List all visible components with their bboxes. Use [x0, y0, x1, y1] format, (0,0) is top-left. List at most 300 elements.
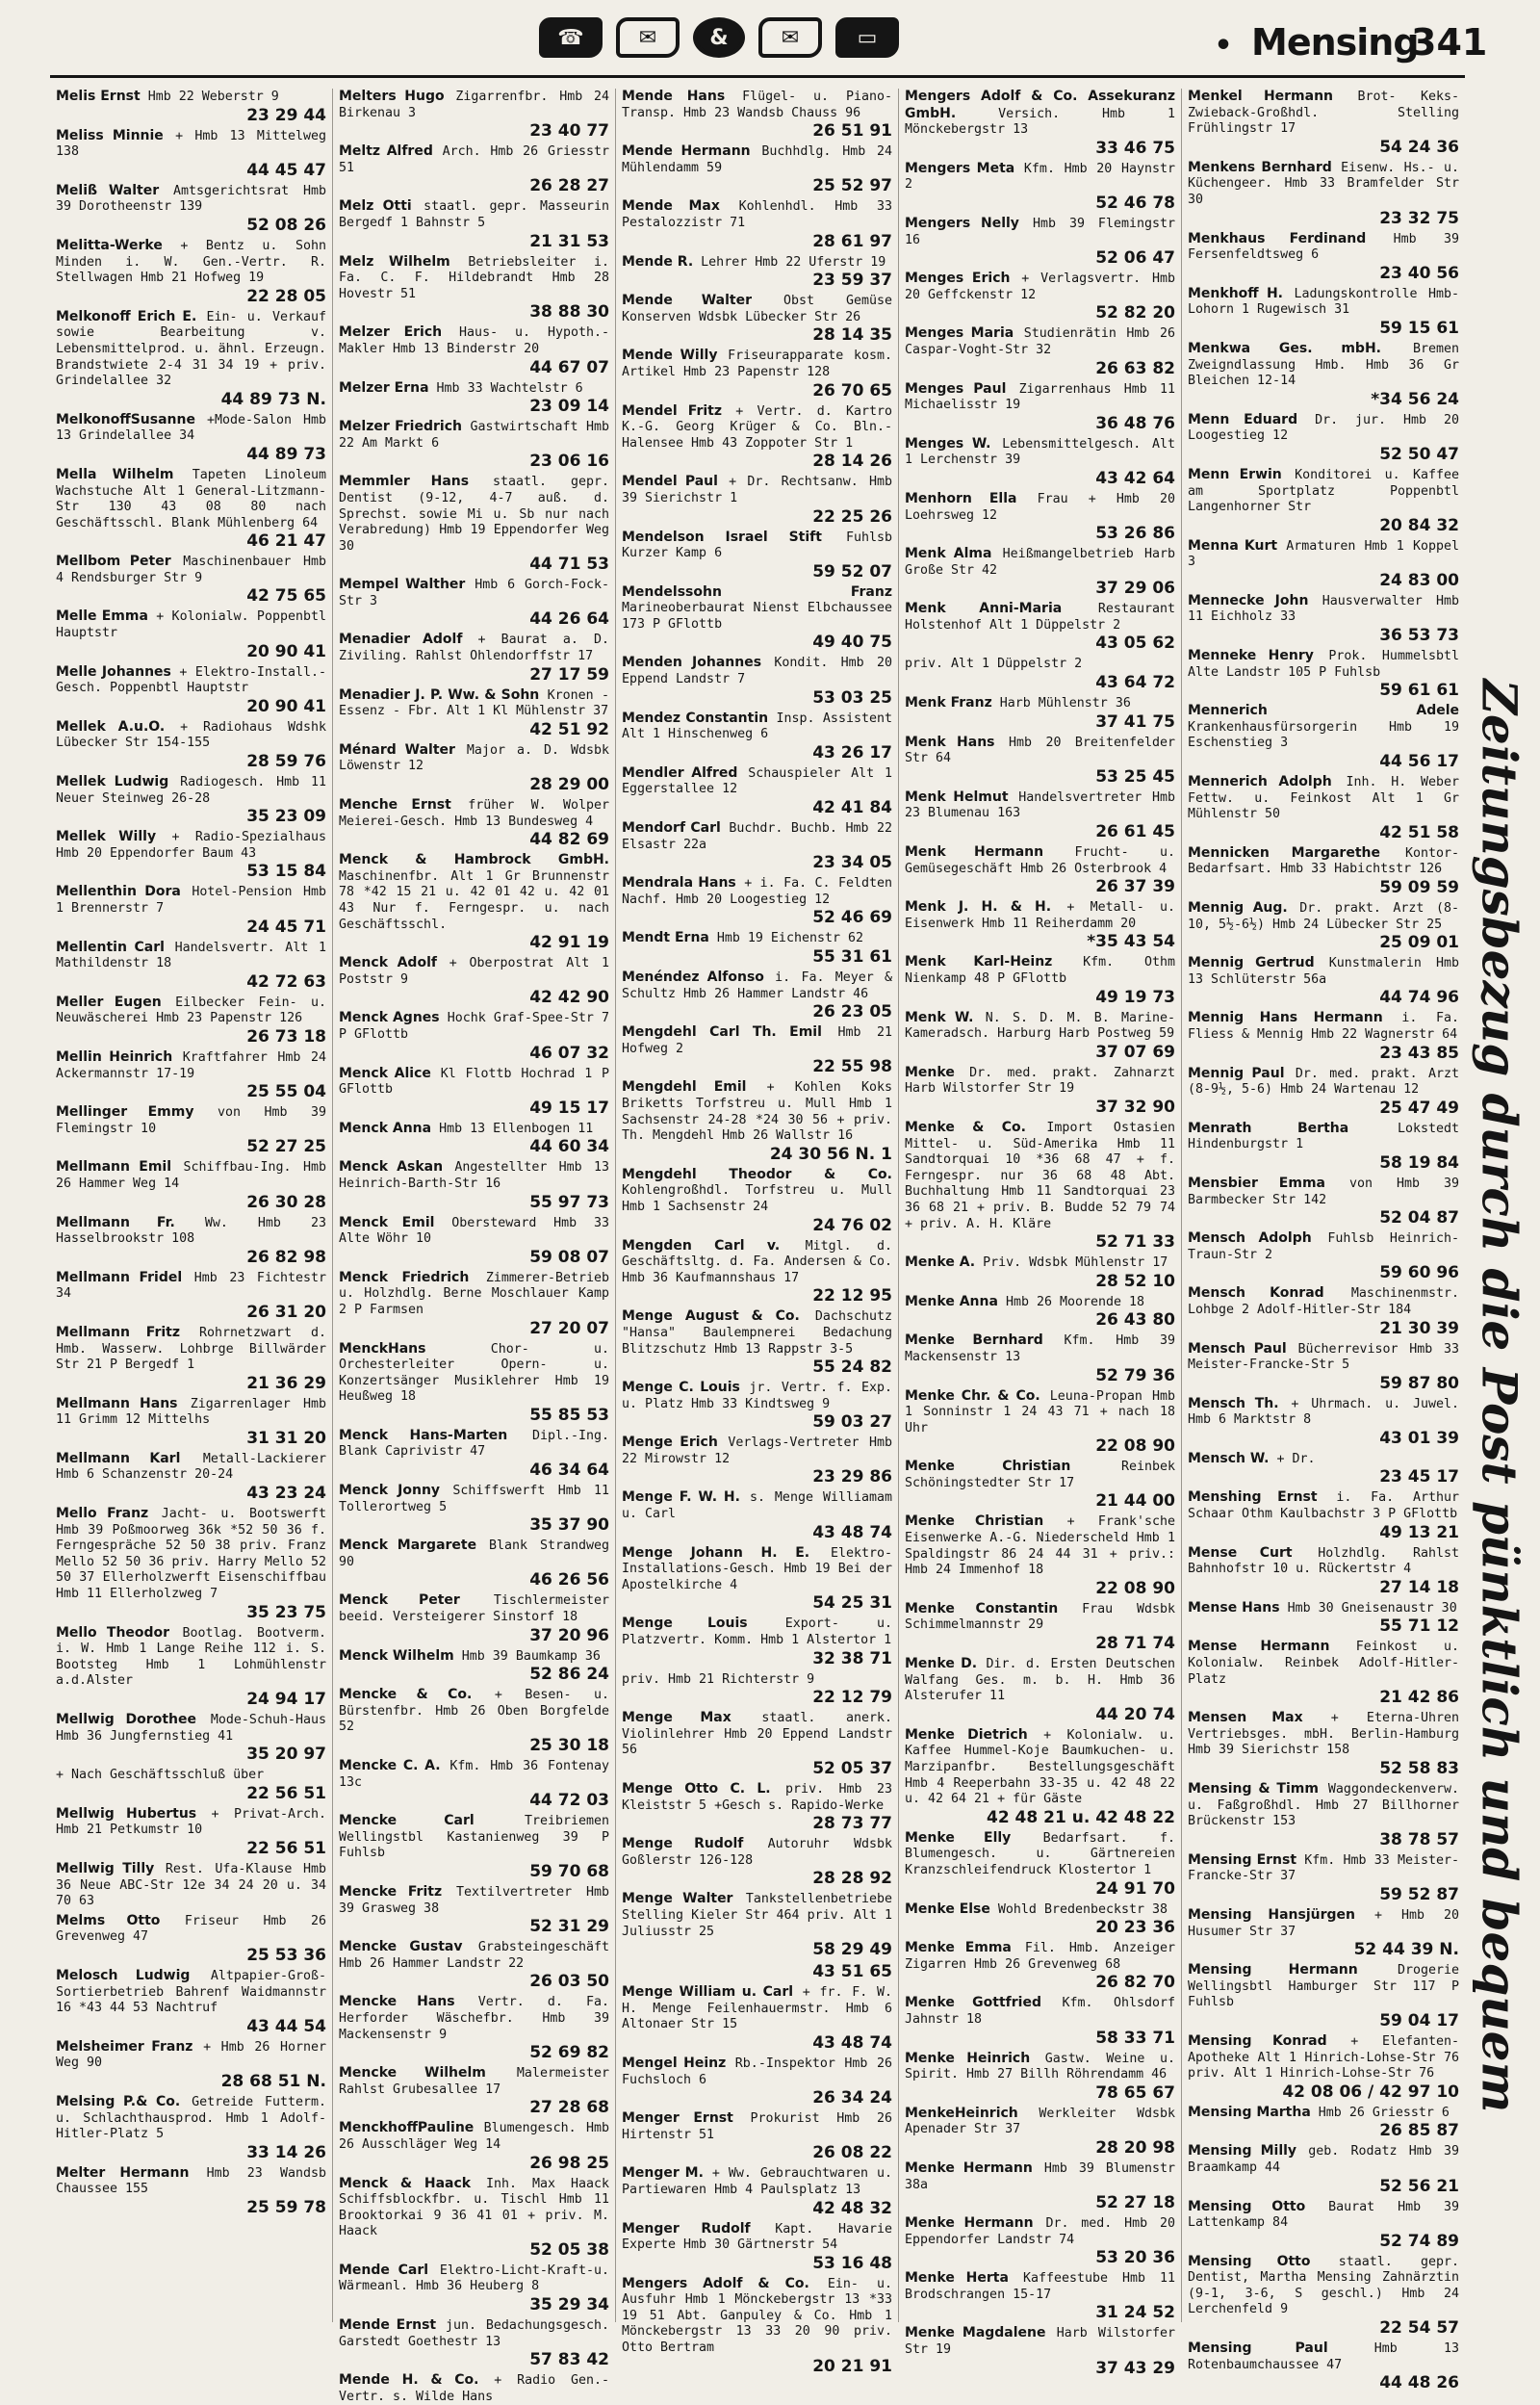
directory-column-4 [899, 89, 1182, 2378]
directory-entry [622, 711, 892, 763]
entry-name: Mengdehl Emil [622, 1079, 747, 1096]
entry-details: Kondit. Hmb 20 Eppend Landstr 7 [622, 656, 892, 687]
entry-phone: 20 90 41 [246, 641, 326, 661]
entry-phone: 42 91 19 [529, 933, 609, 953]
entry-details: Ein- u. Verkauf sowie Bearbeitung v. Lebensmittelprod. u. ähnl. Erzeugn. Brandstwiete 2-4 31 34 19 + priv. Grindelallee 32 [56, 309, 326, 389]
entry-phone: 26 98 25 [529, 2153, 609, 2173]
directory-entry [339, 1215, 609, 1267]
entry-details: Hmb 13 Ellenbogen 11 [439, 1121, 594, 1136]
entry-name: Mengel Heinz [622, 2055, 727, 2071]
entry-name: Menke Emma [905, 1940, 1012, 1956]
directory-entry [905, 1513, 1175, 1597]
directory-entry [905, 2215, 1175, 2267]
directory-entry [56, 467, 326, 551]
entry-phone: 52 86 24 [529, 1665, 609, 1685]
entry-name: Mensch Th. [1188, 1395, 1279, 1411]
entry-phone: 59 52 07 [812, 561, 892, 582]
entry-details: N. S. D. M. B. Marine-Kameradsch. Harburg Harb Postweg 59 [905, 1010, 1175, 1042]
entry-phone: 59 15 61 [1379, 318, 1459, 338]
directory-entry [1188, 1489, 1459, 1541]
entry-phone: 52 56 21 [1379, 2176, 1459, 2196]
entry-name: Memmler Hans [339, 474, 470, 490]
entry-phone: 44 72 03 [529, 1791, 609, 1811]
directory-entry [622, 1489, 892, 1541]
entry-phone: 26 61 45 [1095, 822, 1175, 842]
entry-name: Mensch W. [1188, 1450, 1270, 1466]
entry-phone: 57 83 42 [529, 2350, 609, 2370]
entry-phone: 24 94 17 [246, 1690, 326, 1709]
entry-phone: 26 31 20 [246, 1302, 326, 1322]
directory-entry [1188, 1962, 1459, 2030]
directory-entry [56, 1396, 326, 1448]
entry-name: Mendt Erna [622, 930, 709, 946]
directory-entry [1188, 1285, 1459, 1337]
entry-name: Menge William u. Carl [622, 1984, 794, 2001]
entry-phone: 44 26 64 [529, 609, 609, 630]
directory-entry [56, 2165, 326, 2217]
directory-entry [339, 1758, 609, 1810]
entry-phone: 55 71 12 [1379, 1616, 1459, 1637]
entry-phone: 49 13 21 [1379, 1522, 1459, 1542]
directory-entry [622, 2110, 892, 2162]
entry-details: Schiffswerft Hmb 11 Tollerortweg 5 [339, 1484, 610, 1514]
entry-name: Mencke Hans [339, 1994, 455, 2010]
directory-entry [339, 1687, 609, 1755]
entry-phone: 33 14 26 [246, 2142, 326, 2162]
entry-name: Menk W. [905, 1009, 974, 1025]
entry-name: Mello Franz [56, 1506, 149, 1522]
directory-entry [905, 1332, 1175, 1384]
entry-name: Mencke Carl [339, 1813, 475, 1829]
entry-phone: 26 82 70 [1095, 1973, 1175, 1993]
entry-name: Menges Erich [905, 271, 1011, 287]
entry-name: Mellwig Dorothee [56, 1712, 196, 1727]
entry-phone: 42 48 32 [812, 2198, 892, 2218]
entry-phone: 25 47 49 [1379, 1098, 1459, 1118]
entry-phone: 46 34 64 [529, 1461, 609, 1481]
entry-details: Hmb 39 Blumenstr 38a [905, 2160, 1175, 2192]
directory-entry [339, 324, 609, 376]
side-advertisement [1471, 578, 1528, 2214]
entry-details: Verlags-Vertreter Hmb 22 Mirowstr 12 [622, 1435, 892, 1466]
entry-details: Dir. d. Ersten Deutschen Walfang Ges. m. b. H. Hmb 36 Alsterufer 11 [905, 1657, 1175, 1704]
entry-details: + Radiohaus Wdshk Lübecker Str 154-155 [56, 719, 326, 751]
entry-phone: 52 08 26 [246, 215, 326, 235]
entry-details: Elektro-Installations-Gesch. Hmb 19 Bei der Apostelkirche 4 [622, 1545, 892, 1592]
directory-entry [1188, 1066, 1459, 1118]
entry-name: Mendorf Carl [622, 820, 721, 837]
directory-entry [1188, 703, 1459, 771]
entry-details: Kfm. Hmb 33 Meister-Francke-Str 37 [1188, 1852, 1459, 1884]
entry-phone: 44 71 53 [529, 555, 609, 575]
directory-entry [56, 884, 326, 936]
entry-details: Baurat Hmb 39 Lattenkamp 84 [1188, 2199, 1459, 2231]
entry-details: früher W. Wolper Meierei-Gesch. Hmb 13 Bundesweg 4 [339, 798, 609, 829]
entry-name: Mellmann Fr. [56, 1214, 175, 1230]
entry-details: + Dr. Rechtsanw. Hmb 39 Sierichstr 1 [622, 475, 892, 505]
entry-phone: 58 29 49 [812, 1940, 892, 1960]
directory-entry [622, 89, 892, 141]
entry-phone: 26 23 05 [812, 1002, 892, 1022]
directory-entry [905, 546, 1175, 598]
entry-phone: 37 41 75 [1095, 711, 1175, 732]
directory-entry [905, 1294, 1175, 1331]
entry-name: Menke Constantin [905, 1600, 1059, 1616]
entry-details: Ww. Hmb 23 Hasselbrookstr 108 [56, 1215, 326, 1247]
entry-phone: 22 12 79 [812, 1688, 892, 1708]
directory-entry [1188, 231, 1459, 283]
entry-name: Menk Franz [905, 695, 992, 711]
entry-details: Amtsgerichtsrat Hmb 39 Dorotheenstr 139 [56, 183, 326, 215]
directory-entry [56, 829, 326, 881]
entry-phone: 59 61 61 [1379, 681, 1459, 701]
directory-entry [1188, 1710, 1459, 1778]
entry-phone: 52 46 69 [812, 908, 892, 928]
entry-details: Rb.-Inspektor Hmb 26 Fuchsloch 6 [622, 2056, 892, 2087]
directory-entry [56, 1159, 326, 1211]
entry-details: Krankenhausfürsorgerin Hmb 19 Eschenstieg 3 [1188, 719, 1459, 751]
entry-details: Frau Wdsbk Schimmelmannstr 29 [905, 1601, 1175, 1633]
entry-name: Mende Willy [622, 348, 718, 364]
entry-name: Mende Walter [622, 293, 753, 309]
entry-phone: 26 37 39 [1095, 877, 1175, 897]
entry-details: Import Ostasien Mittel- u. Süd-Amerika Hmb 11 Sandtorquai 10 *36 68 47 + f. Ferngespr. nur 36 68 48 Abt. Buchhaltung Hmb 11 Sandtorquai 23 36 68 21 + priv. B. Budde 52 79 74 + priv. A. H. Kläre [905, 1120, 1175, 1231]
entry-name: Menges Maria [905, 325, 1014, 342]
entry-details: Hmb 26 Griesstr 6 [1318, 2105, 1450, 2120]
directory-entry [905, 2160, 1175, 2212]
entry-name: Mensing Milly [1188, 2143, 1297, 2159]
entry-phone: 52 58 83 [1379, 1759, 1459, 1778]
directory-entry [339, 1884, 609, 1936]
entry-name: Mendler Alfred [622, 764, 738, 781]
entry-name: Menke A. [905, 1254, 976, 1271]
entry-details: Frau + Hmb 20 Loehrsweg 12 [905, 491, 1175, 523]
directory-entry [622, 1710, 892, 1778]
entry-phone: 49 15 17 [529, 1098, 609, 1118]
directory-entry [1188, 412, 1459, 464]
entry-details: Flügel- u. Piano-Transp. Hmb 23 Wandsb Chauss 96 [622, 90, 893, 120]
entry-name: Mensing Ernst [1188, 1851, 1297, 1868]
entry-phone: 38 88 30 [529, 302, 609, 323]
directory-entry [339, 955, 609, 1007]
directory-entry [56, 309, 326, 409]
directory-entry [622, 2056, 892, 2108]
entry-phone: 28 61 97 [812, 231, 892, 251]
entry-name: Menck Emil [339, 1214, 435, 1230]
entry-details: Rest. Ufa-Klause Hmb 36 Neue ABC-Str 12e 34 24 20 u. 34 70 63 [56, 1861, 326, 1909]
entry-details: Friseurapparate kosm. Artikel Hmb 23 Papenstr 128 [622, 349, 892, 379]
entry-phone: 28 28 92 [812, 1869, 892, 1889]
entry-name: Menrath Bertha [1188, 1120, 1349, 1136]
directory-entry [56, 1767, 326, 1803]
entry-name: Menke Gottfried [905, 1995, 1041, 2011]
entry-name: Menge Louis [622, 1616, 748, 1632]
entry-name: Menshing Ernst [1188, 1489, 1318, 1506]
entry-phone: 27 17 59 [529, 664, 609, 685]
directory-entry [622, 143, 892, 195]
entry-details: Mode-Schuh-Haus Hmb 36 Jungfernstieg 41 [56, 1713, 326, 1744]
entry-name: Mende Ernst [339, 2317, 437, 2334]
entry-phone: 59 03 27 [812, 1412, 892, 1433]
entry-phone: 43 42 64 [1095, 468, 1175, 488]
entry-name: Mengers Nelly [905, 215, 1019, 231]
entry-phone: 31 24 52 [1095, 2303, 1175, 2323]
directory-entry [1188, 2199, 1459, 2251]
directory-entry [339, 1813, 609, 1881]
entry-name: Mensing Hermann [1188, 1962, 1358, 1978]
directory-entry [56, 412, 326, 464]
directory-entry [622, 198, 892, 250]
entry-details: Hmb 21 Hofweg 2 [622, 1025, 892, 1056]
directory-entry [905, 1459, 1175, 1511]
directory-entry [56, 1913, 326, 1965]
entry-name: Mengers Adolf & Co. [622, 2275, 809, 2291]
directory-entry [905, 1254, 1175, 1291]
entry-phone: 44 82 69 [529, 830, 609, 850]
entry-phone: 26 03 50 [529, 1972, 609, 1992]
entry-phone: 28 73 77 [812, 1814, 892, 1834]
entry-details: Hmb 20 Breitenfelder Str 64 [905, 735, 1175, 766]
entry-name: Menke Christian [905, 1513, 1044, 1530]
entry-details: Textilvertreter Hmb 39 Grasweg 38 [339, 1884, 609, 1916]
entry-phone: 53 26 86 [1095, 524, 1175, 544]
entry-phone: 42 51 92 [529, 719, 609, 739]
entry-details: + Privat-Arch. Hmb 21 Petkumstr 10 [56, 1806, 327, 1838]
entry-details: Hmb 30 Gneisenaustr 30 [1287, 1600, 1457, 1616]
directory-entry [56, 1104, 326, 1156]
entry-details: Autoruhr Wdsbk Goßlerstr 126-128 [622, 1837, 892, 1868]
entry-phone: 20 23 36 [1095, 1918, 1175, 1938]
directory-entry [905, 325, 1175, 377]
entry-name: Mennig Hans Hermann [1188, 1010, 1383, 1026]
directory-entry [56, 608, 326, 660]
entry-name: Mengdehl Theodor & Co. [622, 1166, 892, 1182]
entry-name: Mennig Aug. [1188, 900, 1288, 916]
entry-name: Menadier J. P. Ww. & Sohn [339, 686, 540, 703]
entry-phone: 44 20 74 [1095, 1704, 1175, 1724]
directory-column-3 [616, 89, 899, 2376]
entry-name: Menna Kurt [1188, 537, 1278, 554]
entry-phone: 52 31 29 [529, 1917, 609, 1937]
entry-details: + Bentz u. Sohn Minden i. W. Gen.-Vertr. R. Stellwagen Hmb 21 Hofweg 19 [56, 238, 326, 286]
entry-name: Mencke Wilhelm [339, 2065, 486, 2082]
entry-name: Menkhoff H. [1188, 285, 1283, 301]
entry-name: Melitta-Werke [56, 237, 163, 253]
directory-entry [56, 128, 326, 180]
entry-name: Mensing Paul [1188, 2340, 1328, 2357]
entry-phone: 42 41 84 [812, 798, 892, 818]
entry-phone: 59 08 07 [529, 1247, 609, 1267]
entry-details: Werkleiter Wdsbk Apenader Str 37 [905, 2106, 1175, 2137]
entry-name: Mennecke John [1188, 592, 1309, 608]
entry-phone: 55 24 82 [812, 1358, 892, 1378]
entry-name: Mendelson Israel Stift [622, 529, 822, 545]
package-icon: ▭ [835, 17, 899, 58]
entry-details: Hmb 39 Fersenfeldtsweg 6 [1188, 231, 1459, 263]
entry-details: + Kohlen Koks Briketts Torfstreu u. Mull Hmb 1 Sachsenstr 24-28 *24 30 56 + priv. Th. Mengdehl Hmb 26 Wallstr 16 [622, 1080, 892, 1144]
entry-name: Mempel Walther [339, 577, 466, 593]
directory-entry [1188, 467, 1459, 535]
directory-entry [339, 1939, 609, 1991]
entry-name: Menck & Haack [339, 2175, 472, 2191]
directory-entry [622, 970, 892, 1021]
directory-entry [622, 1079, 892, 1163]
entry-name: Mennig Paul [1188, 1065, 1285, 1081]
entry-name: Menk Hermann [905, 844, 1044, 861]
entry-name: Meller Eugen [56, 994, 162, 1010]
entry-name: Menke Heinrich [905, 2050, 1031, 2066]
entry-phone: 42 42 90 [529, 988, 609, 1008]
entry-details: Maschinenfbr. Alt 1 Gr Brunnenstr 78 *42 15 21 u. 42 01 42 u. 42 01 43 Nur f. Ferngespr. u. nach Geschäftsschl. [339, 868, 609, 932]
entry-name: Menge F. W. H. [622, 1489, 740, 1506]
directory-entry [1188, 1639, 1459, 1707]
entry-phone: 21 42 86 [1379, 1688, 1459, 1708]
directory-entry [1188, 2033, 1459, 2102]
entry-name: Menge Walter [622, 1891, 733, 1907]
entry-phone: 21 44 00 [1095, 1491, 1175, 1512]
entry-details: + Ww. Gebrauchtwaren u. Partiewaren Hmb 4 Paulsplatz 13 [622, 2166, 892, 2197]
entry-details: Bootlag. Bootverm. i. W. Hmb 1 Lange Reihe 112 i. S. Bootsteg Hmb 1 Lohmühlenstr a.d.Alster [56, 1625, 326, 1689]
entry-phone: 52 27 25 [246, 1137, 326, 1157]
directory-entry [622, 1545, 892, 1614]
entry-name: Mellek Willy [56, 829, 157, 845]
entry-name: Mende Hermann [622, 143, 751, 160]
entry-name: Menge Rudolf [622, 1836, 744, 1852]
entry-details: + Hmb 13 Mittelweg 138 [56, 128, 326, 160]
directory-entry [56, 1968, 326, 2036]
entry-phone: 52 79 36 [1095, 1365, 1175, 1385]
directory-entry [56, 238, 326, 306]
entry-name: MenckhoffPauline [339, 2120, 475, 2136]
entry-details: Hmb 23 Wandsb Chaussee 155 [56, 2165, 326, 2197]
entry-name: Mense Curt [1188, 1544, 1293, 1561]
entry-phone: 49 19 73 [1095, 987, 1175, 1007]
entry-details: Dipl.-Ing. Blank Caprivistr 47 [339, 1428, 609, 1460]
running-head-word: Mensing [1251, 21, 1419, 64]
entry-phone: 24 45 71 [246, 917, 326, 937]
directory-entry [339, 1428, 609, 1480]
entry-details: Studienrätin Hmb 26 Caspar-Voght-Str 32 [905, 326, 1175, 357]
entry-name: Mendel Paul [622, 474, 718, 490]
entry-details: Armaturen Hmb 1 Koppel 3 [1188, 538, 1460, 570]
entry-phone: 25 52 97 [812, 176, 892, 196]
directory-entry [1188, 89, 1459, 157]
entry-name: Menke Hermann [905, 2159, 1033, 2176]
entry-name: Meliss Minnie [56, 127, 164, 143]
directory-entry [1188, 286, 1459, 338]
directory-entry [905, 899, 1175, 951]
entry-details: Zimmerer-Betrieb u. Holzhdlg. Berne Moschlauer Kamp 2 P Farmsen [339, 1270, 609, 1317]
entry-phone: 43 05 62 [1095, 634, 1175, 654]
entry-name: Menge Max [622, 1710, 732, 1726]
entry-name: Menger Ernst [622, 2110, 733, 2127]
directory-entry [56, 183, 326, 235]
entry-details: + Vertr. d. Kartro K.-G. Georg Krüger & Co. Bln.-Halensee Hmb 43 Zoppoter Str 1 [622, 403, 892, 451]
entry-phone: 22 56 51 [246, 1838, 326, 1858]
directory-entry [56, 1215, 326, 1267]
directory-entry [905, 491, 1175, 543]
entry-phone: 24 30 56 N. 1 [769, 1144, 892, 1164]
directory-entry [905, 789, 1175, 841]
directory-entry [339, 1159, 609, 1211]
entry-phone: 26 28 27 [529, 176, 609, 196]
directory-entry [1188, 1781, 1459, 1849]
entry-details: Dachschutz "Hansa" Baulempnerei Bedachung Blitzschutz Hmb 13 Rappstr 3-5 [622, 1309, 892, 1357]
directory-entry [1188, 2340, 1459, 2392]
entry-name: Mensing & Timm [1188, 1781, 1319, 1797]
entry-details: Leuna-Propan Hmb 1 Sonninstr 1 24 43 71 + nach 18 Uhr [905, 1388, 1175, 1435]
directory-entry [1188, 1396, 1459, 1448]
directory-entry [622, 1024, 892, 1076]
entry-phone: 59 87 80 [1379, 1373, 1459, 1393]
entry-details: + Verlagsvertr. Hmb 20 Geffckenstr 12 [905, 272, 1175, 302]
entry-details: + Uhrmach. u. Juwel. Hmb 6 Marktstr 8 [1188, 1396, 1460, 1428]
directory-entry [622, 1308, 892, 1377]
entry-name: Mende R. [622, 253, 694, 270]
entry-phone: 28 20 98 [1095, 2137, 1175, 2158]
entry-phone: 28 68 51 N. [220, 2071, 326, 2091]
entry-details: staatl. gepr. Dentist, Martha Mensing Zahnärztin (9-1, 3-6, S geschl.) Hmb 24 Lerchenfeld 9 [1188, 2254, 1459, 2317]
entry-phone: 54 25 31 [812, 1593, 892, 1614]
entry-phone: 22 54 57 [1379, 2318, 1459, 2339]
entry-details: Hmb 6 Gorch-Fock-Str 3 [339, 578, 609, 608]
directory-entry [339, 2263, 609, 2314]
entry-details: Malermeister Rahlst Grubesallee 17 [339, 2066, 609, 2097]
entry-name: Mellmann Fridel [56, 1269, 183, 1285]
directory-entry [56, 554, 326, 606]
directory-entry [905, 89, 1175, 158]
entry-details: Kunstmalerin Hmb 13 Schlüterstr 56a [1188, 956, 1460, 987]
entry-details: Betriebsleiter i. Fa. C. F. Hildebrandt Hmb 28 Hovestr 51 [339, 254, 610, 301]
entry-phone: 26 43 80 [1095, 1310, 1175, 1331]
directory-entry [339, 687, 609, 739]
entry-details: Kfm. Ohlsdorf Jahnstr 18 [905, 1996, 1175, 2027]
directory-entry [339, 1010, 609, 1062]
directory-entry [905, 2106, 1175, 2158]
header-rule [50, 75, 1465, 78]
entry-details: Gastwirtschaft Hmb 22 Am Markt 6 [339, 420, 609, 451]
entry-details: s. Menge Williamam u. Carl [622, 1490, 892, 1522]
entry-name: Menck Wilhelm [339, 1647, 454, 1664]
entry-name: Mende Hans [622, 89, 726, 104]
entry-details: Treibriemen Wellingstbl Kastanienweg 39 P Fuhlsb [339, 1814, 609, 1861]
directory-entry [339, 198, 609, 250]
directory-entry [622, 930, 892, 967]
directory-entry [1188, 955, 1459, 1007]
entry-name: Menger M. [622, 2165, 704, 2182]
entry-details: + Elektro-Install.-Gesch. Poppenbtl Hauptstr [56, 664, 326, 696]
entry-phone: 59 04 17 [1379, 2010, 1459, 2030]
entry-name: MenckHans [339, 1340, 426, 1357]
entry-details: Prok. Hummelsbtl Alte Landstr 105 P Fuhlsb [1188, 649, 1459, 680]
entry-name: Mensch Paul [1188, 1340, 1287, 1357]
directory-entry [622, 1984, 892, 2053]
entry-name: Mensing Konrad [1188, 2032, 1327, 2049]
entry-phone: 43 48 74 [812, 1522, 892, 1542]
entry-name: Mencke & Co. [339, 1687, 473, 1703]
entry-name: Mensing Otto [1188, 2198, 1306, 2214]
directory-entry [905, 1830, 1175, 1899]
entry-name: Mende Carl [339, 2262, 429, 2278]
entry-details: Fuhlsb Heinrich-Traun-Str 2 [1188, 1231, 1459, 1262]
entry-details: staatl. gepr. Masseurin Bergedf 1 Bahnstr 5 [339, 199, 609, 230]
directory-entry [1188, 1341, 1459, 1393]
directory-entry [905, 1010, 1175, 1062]
entry-phone: 26 82 98 [246, 1247, 326, 1267]
directory-entry [905, 216, 1175, 268]
entry-name: Mellmann Hans [56, 1395, 178, 1411]
entry-details: i. Fa. Fliess & Mennig Hmb 22 Wagnerstr 64 [1188, 1011, 1459, 1042]
